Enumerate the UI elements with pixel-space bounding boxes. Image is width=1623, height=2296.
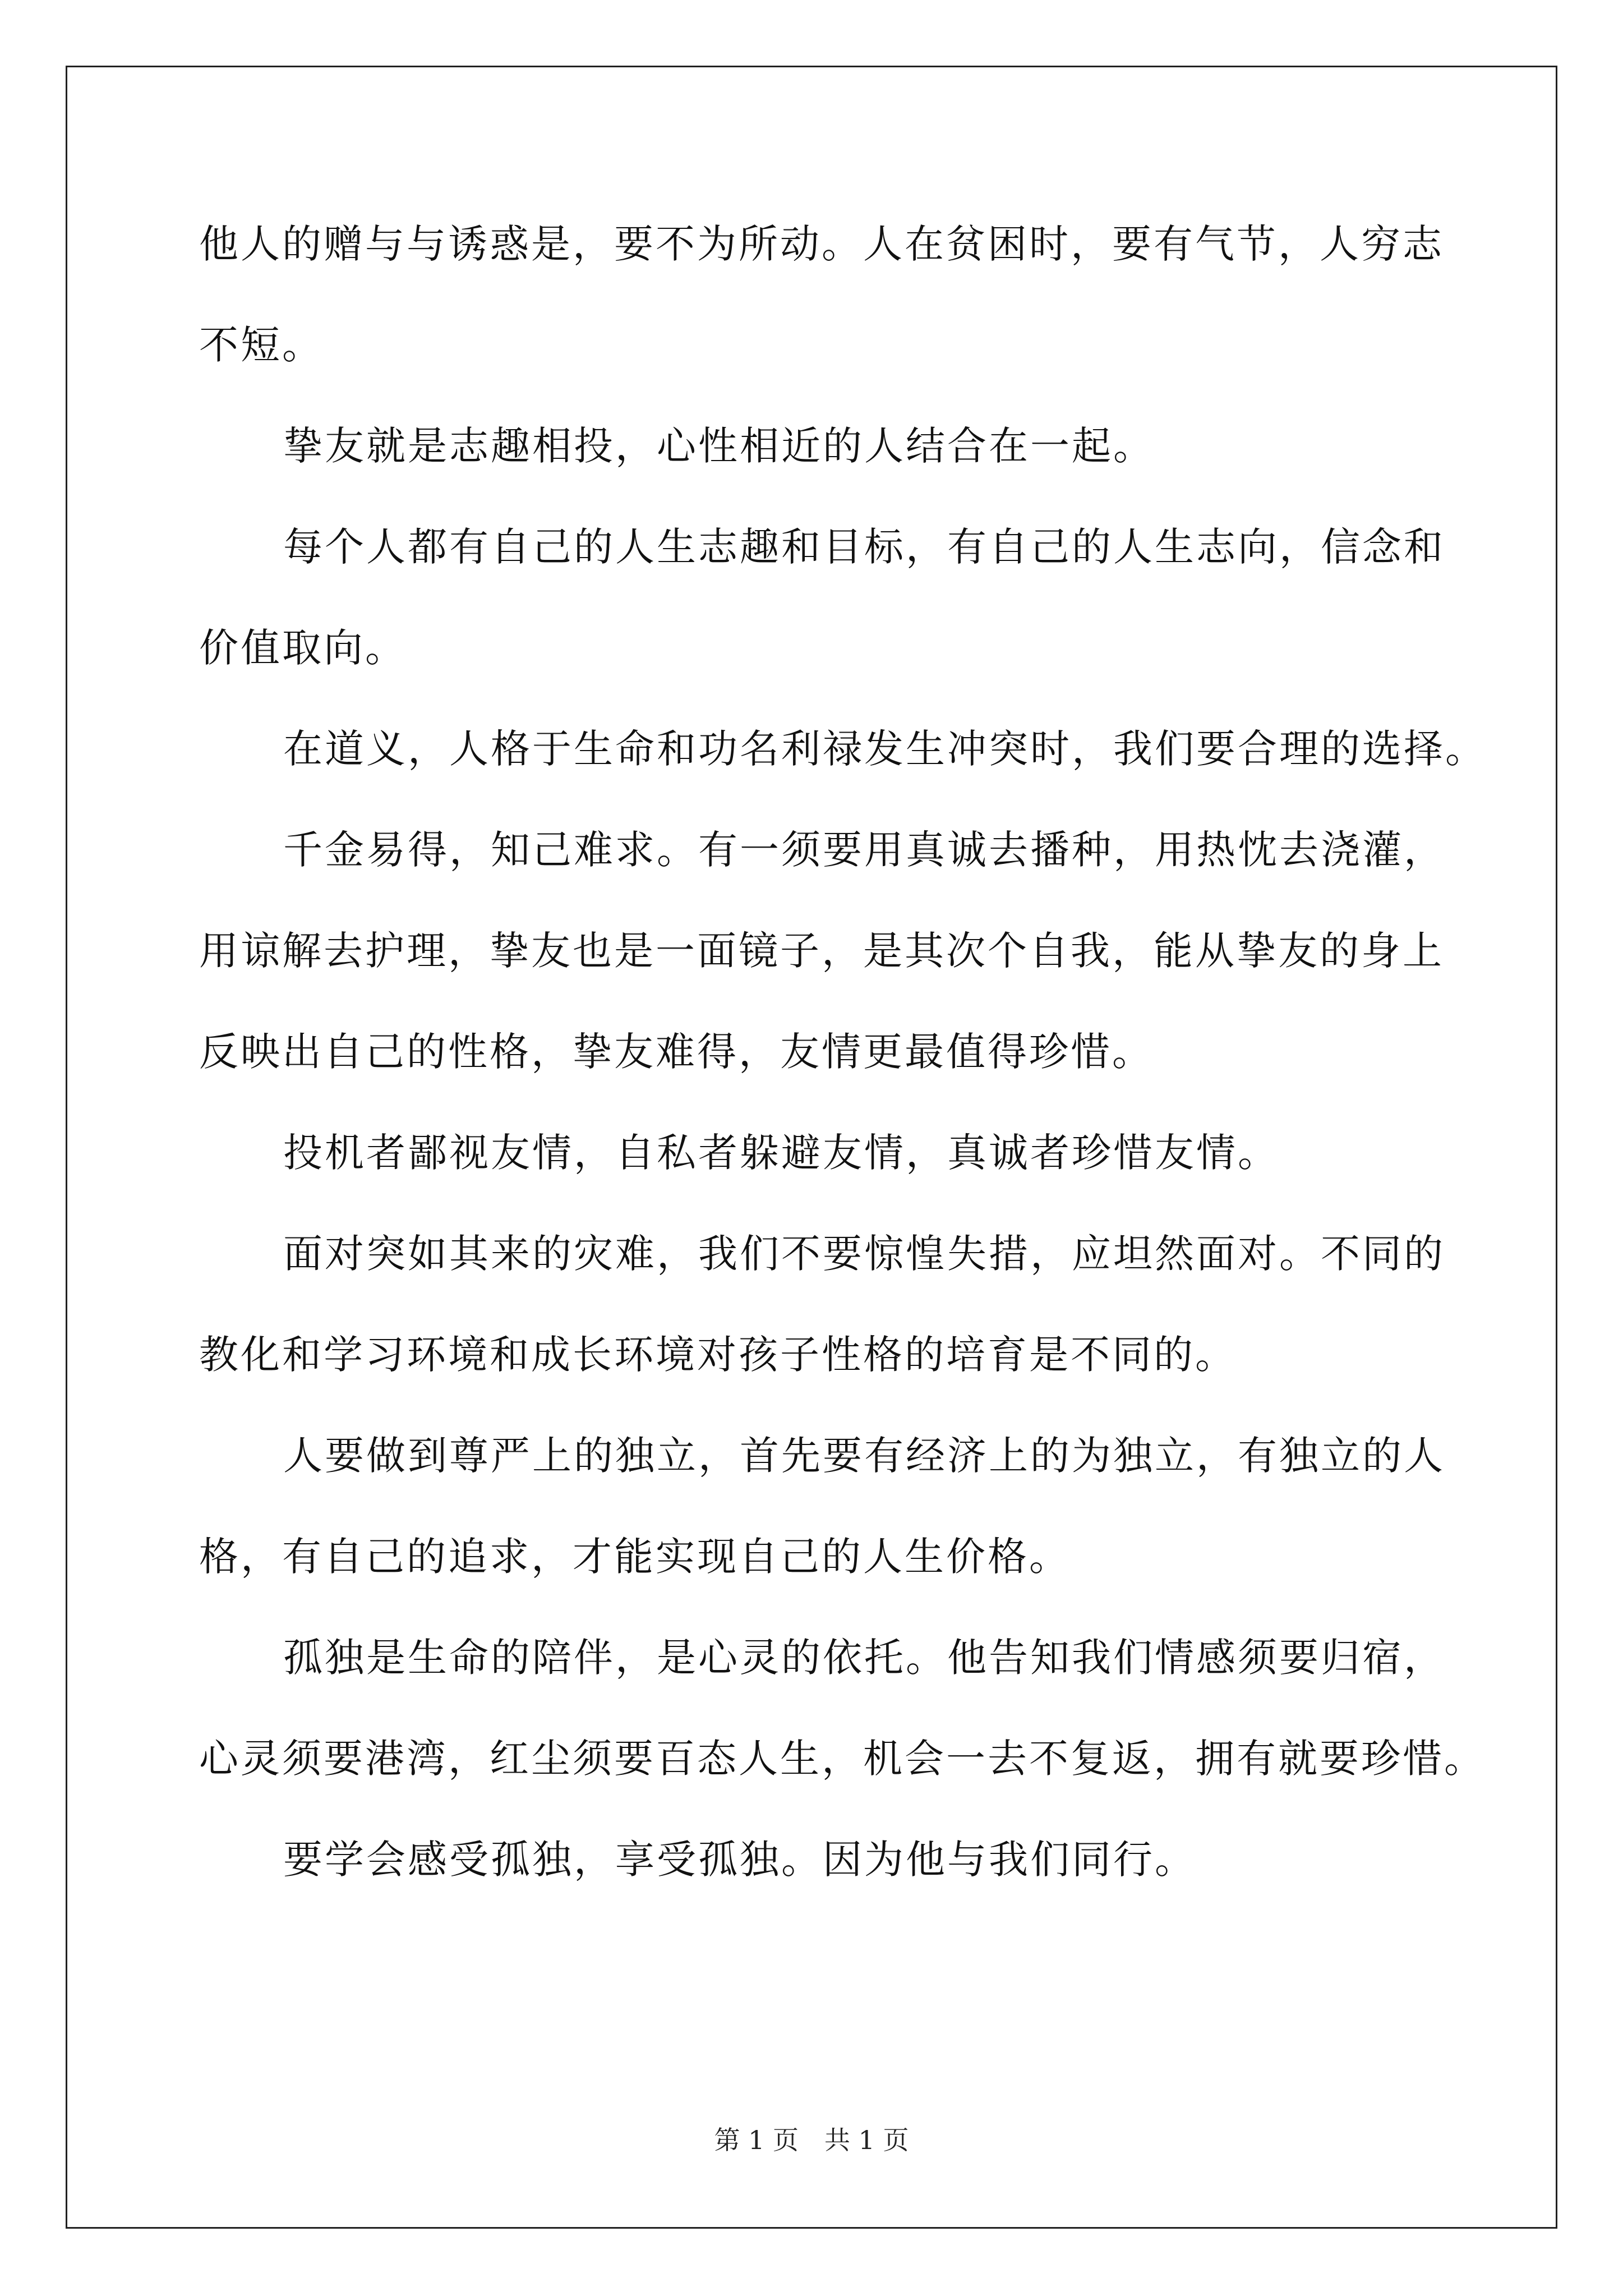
text-line: 反映出自己的性格，挚友难得，友情更最值得珍惜。 bbox=[199, 1029, 1154, 1075]
text-line: 投机者鄙视友情，自私者躲避友情，真诚者珍惜友情。 bbox=[283, 1130, 1279, 1176]
text-line: 用谅解去护理，挚友也是一面镜子，是其次个自我，能从挚友的身上 bbox=[199, 928, 1444, 974]
text-line: 教化和学习环境和成长环境对孩子性格的培育是不同的。 bbox=[199, 1332, 1237, 1378]
text-line: 他人的赠与与诱惑是，要不为所动。人在贫困时，要有气节，人穷志 bbox=[199, 221, 1444, 267]
text-line: 格，有自己的追求，才能实现自己的人生价格。 bbox=[199, 1534, 1071, 1580]
text-line: 面对突如其来的灾难，我们不要惊惶失措，应坦然面对。不同的 bbox=[283, 1231, 1445, 1277]
text-line: 心灵须要港湾，红尘须要百态人生，机会一去不复返，拥有就要珍惜。 bbox=[199, 1736, 1486, 1782]
text-line: 价值取向。 bbox=[199, 625, 407, 671]
text-line: 孤独是生命的陪伴，是心灵的依托。他告知我们情感须要归宿， bbox=[283, 1635, 1445, 1681]
text-line: 要学会感受孤独，享受孤独。因为他与我们同行。 bbox=[283, 1837, 1196, 1883]
text-line: 在道义，人格于生命和功名利禄发生冲突时，我们要合理的选择。 bbox=[283, 726, 1487, 772]
page-footer: 第 1 页 共 1 页 bbox=[714, 2125, 909, 2155]
text-line: 挚友就是志趣相投，心性相近的人结合在一起。 bbox=[283, 423, 1155, 469]
text-line: 不短。 bbox=[199, 322, 324, 368]
text-line: 人要做到尊严上的独立，首先要有经济上的为独立，有独立的人 bbox=[283, 1433, 1445, 1479]
text-line: 千金易得，知己难求。有一须要用真诚去播种，用热忱去浇灌， bbox=[283, 827, 1445, 873]
text-line: 每个人都有自己的人生志趣和目标，有自己的人生志向，信念和 bbox=[283, 524, 1445, 570]
